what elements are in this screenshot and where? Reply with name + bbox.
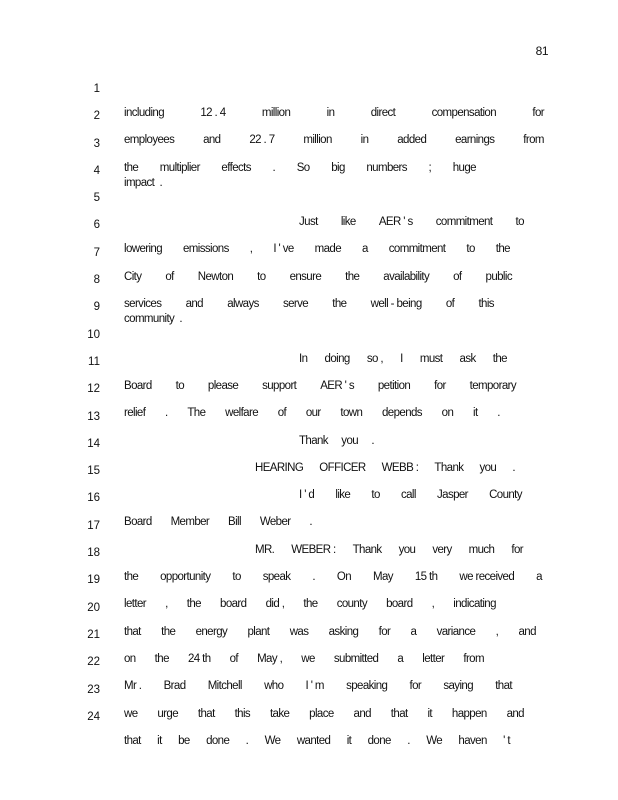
word: from [463,652,484,665]
word: of [165,270,174,283]
line-number: 24 [87,710,100,723]
word: plant [247,625,270,638]
word: and [518,625,536,638]
word: well - being [370,298,422,311]
word: May [372,571,393,584]
word: depends [382,407,422,420]
transcript-line [0,699,618,747]
word: be [178,734,190,747]
word: and [203,134,221,147]
word: you [479,461,497,474]
word: you [398,543,416,556]
word: done [367,734,391,747]
word: ' t [503,734,510,747]
word: that [390,707,408,720]
line-number: 1 [93,83,100,95]
word: effects [221,161,251,174]
word: board [220,598,247,611]
page-number: 81 [535,44,548,58]
word: I [400,352,403,365]
word: . [245,734,249,747]
word: please [207,379,239,392]
word: in [360,134,369,147]
word: temporary [469,379,516,392]
word: Thank [434,461,464,474]
word: 22 . 7 [249,134,275,147]
word: earnings [455,134,495,147]
word: services [124,298,162,311]
word: Jasper [437,489,468,502]
word: The [187,407,206,420]
word: of [229,652,238,665]
word: energy [195,625,228,638]
word: from [523,134,544,147]
word: May , [257,652,283,665]
word: urge [157,707,179,720]
word: for [511,543,523,556]
word: indicating [453,598,496,611]
word: speak [262,571,291,584]
word: commitment [388,243,446,256]
word: we [301,652,315,665]
word: Bill [228,516,241,529]
word: million [261,107,291,119]
transcript-line [0,262,618,311]
word: who [264,680,284,693]
word: , [165,598,168,611]
word: always [227,298,259,311]
word: did , [265,598,285,611]
line-number: 2 [93,110,100,123]
word: place [309,707,334,720]
word: to [257,270,266,283]
word: . [497,407,500,420]
word: , [431,598,435,611]
line-number: 20 [87,601,100,614]
transcript-line [0,289,618,326]
word: . [371,434,374,447]
line-text [124,735,510,747]
word: the [332,298,347,311]
word: WEBB : [381,461,419,474]
transcript-lines [0,71,618,747]
word: of [445,298,455,311]
line-text: community . [124,313,182,326]
word: . [165,407,168,420]
word: like [335,489,351,502]
line-number: 13 [87,410,100,423]
word: I ' ve [273,243,294,256]
word: relief [124,407,146,420]
word: lowering [124,243,163,256]
transcript-line [0,153,618,189]
word: Brad [163,680,186,693]
word: County [489,489,522,502]
word: I ' d [299,489,315,502]
word: like [340,216,356,229]
line-number: 3 [93,137,100,150]
word: 24 th [187,652,211,665]
word: asking [328,625,359,638]
line-number: 19 [87,574,100,587]
word: welfare [225,407,258,420]
word: availability [383,270,430,283]
word: that [124,734,141,747]
word: We [264,734,281,747]
word: the [161,625,176,638]
word: wanted [296,734,331,747]
word: In [299,352,308,365]
word: take [269,707,290,720]
word: big [331,161,345,174]
word: , [495,625,499,638]
word: the [124,161,139,174]
word: multiplier [159,161,200,174]
word: 12 . 4 [200,107,226,119]
line-number: 8 [93,274,100,287]
transcript-line [0,207,618,256]
line-number: 23 [87,683,100,696]
word: numbers [366,161,407,174]
word: . [309,516,312,529]
word: . [312,571,315,584]
word: Board [124,516,152,529]
word: Member [170,516,210,529]
line-text: impact . [124,176,163,189]
transcript-line [0,98,618,147]
word: doing [324,352,350,365]
word: Thank [352,543,382,556]
word: that [197,707,215,720]
word: serve [282,298,309,311]
word: this [234,707,251,720]
word: was [289,625,309,638]
word: our [305,407,321,420]
transcript-line [0,180,618,229]
word: direct [370,107,396,119]
word: we received [459,571,515,584]
word: submitted [333,652,379,665]
word: . [512,461,515,474]
word: a [410,625,417,638]
line-number: 18 [87,547,100,560]
transcript-line [0,71,618,119]
word: I ' m [305,680,324,693]
word: it [427,707,433,720]
word: to [466,243,475,256]
word: and [506,707,524,720]
word: on [124,652,136,665]
word: of [277,407,287,420]
line-number: 21 [87,628,100,641]
line-number: 4 [93,164,100,177]
word: to [515,216,524,229]
line-number: 11 [88,355,100,368]
word: the [186,598,201,611]
word: Board [124,379,152,392]
word: made [314,243,342,256]
line-number: 15 [87,465,100,478]
word: a [362,243,368,256]
word: AER ' s [378,216,413,229]
word: emissions [183,243,229,256]
word: board [386,598,413,611]
word: WEBER : [291,543,336,556]
word: it [472,407,478,420]
word: Mr . [124,680,142,693]
word: haven [458,734,487,747]
word: speaking [346,680,388,693]
word: the [303,598,318,611]
line-number: 7 [93,246,100,259]
word: the [495,243,510,256]
line-number: 12 [87,383,100,396]
word: ; [428,161,432,174]
word: letter [422,652,445,665]
word: that [124,625,141,638]
word: Thank [299,434,328,447]
word: it [346,734,352,747]
line-number: 6 [93,219,100,232]
word: We [426,734,443,747]
word: support [262,379,297,392]
line-number: 10 [87,328,100,341]
word: So [296,161,310,174]
word: very [432,543,452,556]
word: variance [436,625,476,638]
word: On [336,571,352,584]
word: employees [124,134,175,147]
line-number: 22 [87,656,100,669]
word: the [154,652,169,665]
word: a [536,571,542,584]
word: including [124,107,164,119]
transcript-line [0,126,618,174]
word: we [124,707,138,720]
word: a [397,652,404,665]
word: ask [459,352,476,365]
word: saying [443,680,473,693]
word: and [185,298,203,311]
word: for [409,680,422,693]
word: the [345,270,360,283]
word: MR. [255,543,275,556]
word: letter [124,598,146,611]
word: on [441,407,454,420]
word: the [492,352,507,365]
word: , [249,243,253,256]
word: for [532,107,544,119]
word: petition [377,379,411,392]
word: must [419,352,443,365]
word: to [175,379,184,392]
word: to [232,571,241,584]
word: opportunity [160,571,211,584]
word: . [407,734,410,747]
word: compensation [431,107,497,119]
line-number: 17 [87,519,100,532]
word: this [478,298,494,311]
word: in [326,107,335,119]
word: much [468,543,495,556]
line-number: 16 [87,492,100,505]
word: commitment [435,216,493,229]
word: you [341,434,359,447]
word: county [336,598,367,611]
word: that [495,680,512,693]
word: the [124,571,139,584]
word: call [400,489,416,502]
word: so , [366,352,383,365]
word: OFFICER [319,461,366,474]
word: AER ' s [320,379,354,392]
word: of [453,270,462,283]
transcript-line [0,235,618,283]
word: Weber [259,516,291,529]
line-number: 14 [87,437,100,450]
word: for [378,625,391,638]
line-number: 5 [93,192,100,205]
line-number: 9 [93,301,100,314]
word: huge [452,161,476,174]
word: to [371,489,380,502]
word: City [124,270,142,283]
word: done [206,734,230,747]
word: added [397,134,427,147]
word: ensure [289,270,322,283]
word: Newton [197,270,234,283]
word: Mitchell [207,680,242,693]
word: it [157,734,162,747]
word: million [303,134,332,147]
word: Just [299,216,318,229]
word: happen [451,707,487,720]
word: public [485,270,512,283]
word: 15 th [414,571,438,584]
word: HEARING [255,461,304,474]
word: . [272,161,276,174]
word: and [353,707,371,720]
word: town [340,407,363,420]
word: for [434,379,446,392]
